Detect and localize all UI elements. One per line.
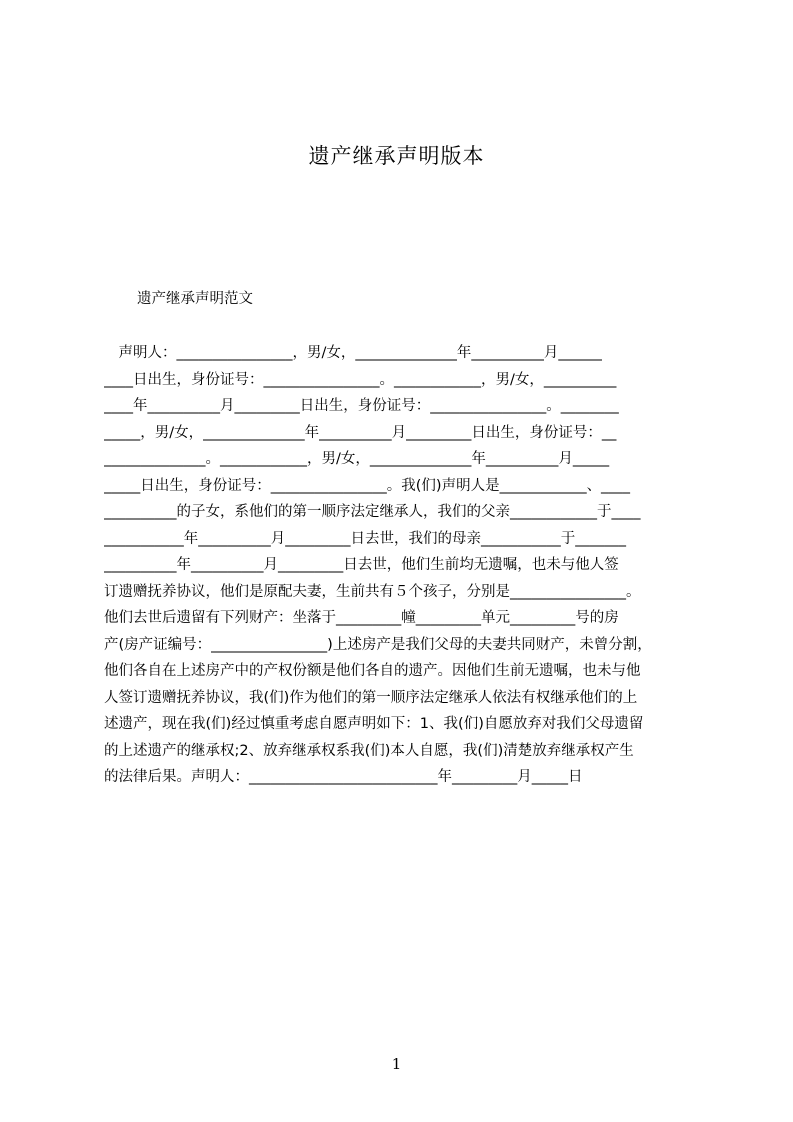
body-line: 他们各自在上述房产中的产权份额是他们各自的遗产。因他们生前无遗嘱，也未与他 <box>104 663 641 679</box>
body-line: __________的子女，系他们的第一顺序法定继承人，我们的父亲____________于____ <box>104 504 641 520</box>
body-line: _____，男/女，______________年__________月_________日出生，身份证号：__ <box>104 424 617 441</box>
document-title: 遗产继承声明版本 <box>308 144 485 168</box>
body-line: ___________年__________月_________日去世，我们的母亲___________于_______ <box>104 530 626 547</box>
body-line: __________年__________月_________日去世，他们生前均无遗嘱，也未与他人签 <box>104 557 619 573</box>
body-line: 述遗产，现在我(们)经过慎重考虑自愿声明如下：1、我(们)自愿放弃对我们父母遗留 <box>104 716 644 732</box>
body-line: 的上述遗产的继承权;2、放弃继承权系我(们)本人自愿，我(们)清楚放弃继承权产生 <box>104 742 634 759</box>
body-line: ______________。____________，男/女，______________年__________月_____ <box>104 451 610 467</box>
body-line: 订遗赠抚养协议，他们是原配夫妻，生前共有５个孩子，分别是________________。 <box>104 583 641 600</box>
body-line: 声明人：________________，男/女，______________年__________月______ <box>104 345 602 361</box>
body-line: 他们去世后遗留有下列财产：坐落于_________幢_________单元_________号的房 <box>104 610 619 626</box>
page-number: 1 <box>391 1055 402 1073</box>
body-line: 人签订遗赠抚养协议，我(们)作为他们的第一顺序法定继承人依法有权继承他们的上 <box>104 689 638 706</box>
body-line: ____年__________月_________日出生，身份证号：________________。________ <box>104 398 619 414</box>
document-subtitle: 遗产继承声明范文 <box>137 291 253 307</box>
body-line: _____日出生，身份证号：________________。我(们)声明人是____________、____ <box>104 477 631 494</box>
body-line: 产(房产证编号：________________)上述房产是我们父母的夫妻共同财产，未曾分割， <box>104 636 652 653</box>
body-line: ____日出生，身份证号：________________。____________，男/女，__________ <box>104 371 617 388</box>
body-line: 的法律后果。声明人：__________________________年_________月_____日 <box>104 769 583 785</box>
declaration-body <box>104 340 698 791</box>
